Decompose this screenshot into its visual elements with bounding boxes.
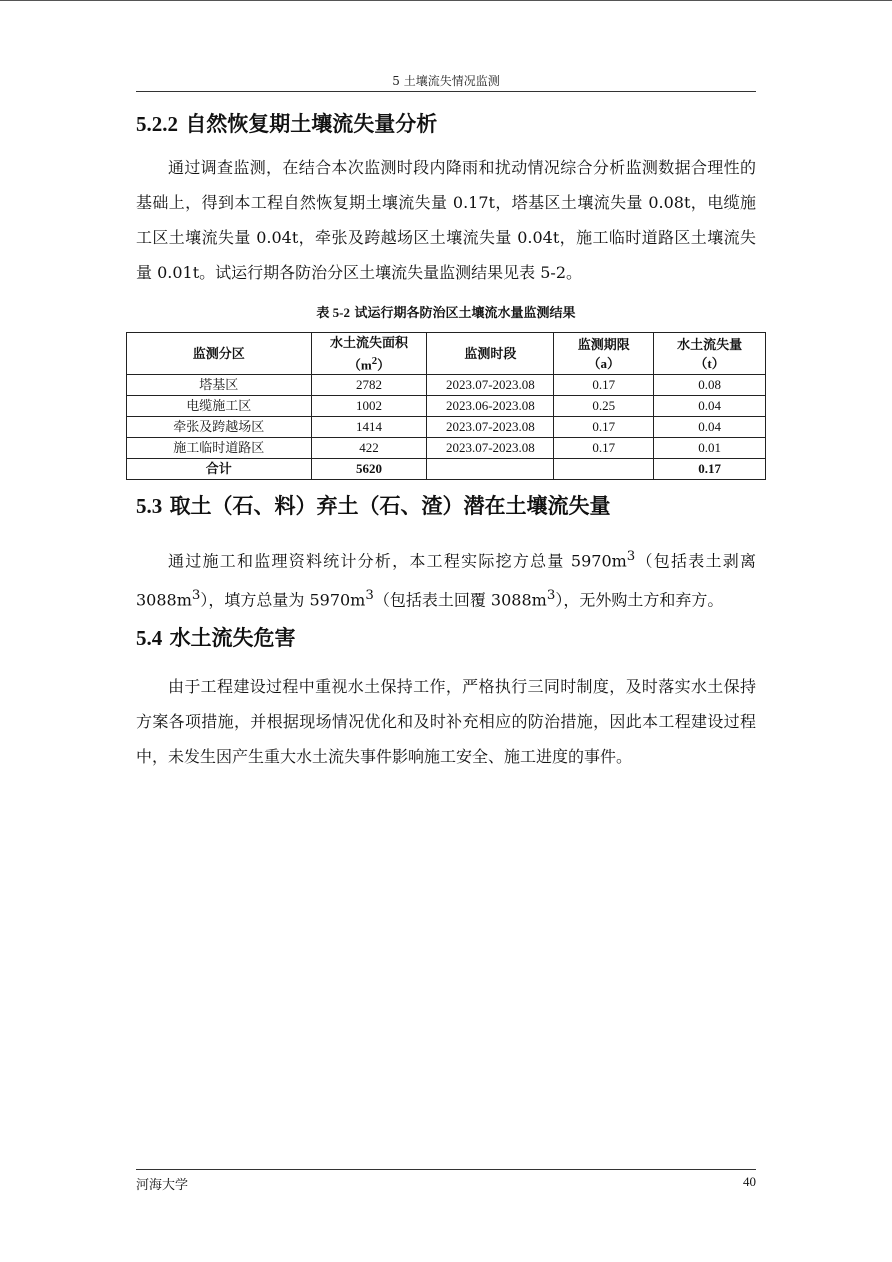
header-duration-label: 监测期限 bbox=[577, 336, 630, 352]
header-duration-unit: （a） bbox=[587, 355, 620, 371]
page-top-border bbox=[0, 0, 892, 1]
header-zone: 监测分区 bbox=[127, 333, 312, 375]
table-caption-number: 表 5-2 bbox=[316, 305, 351, 320]
cell-duration: 0.17 bbox=[554, 375, 654, 396]
section-title: 水土流失危害 bbox=[169, 626, 296, 650]
cell-zone: 塔基区 bbox=[127, 375, 312, 396]
header-period: 监测时段 bbox=[427, 333, 554, 375]
table-caption-text: 试运行期各防治区土壤流水量监测结果 bbox=[354, 306, 576, 321]
cell-area: 2782 bbox=[311, 375, 427, 396]
soil-loss-table bbox=[126, 332, 766, 480]
paragraph-hazard: 由于工程建设过程中重视水土保持工作，严格执行三同时制度，及时落实水土保持方案各项措施，并根据现场情况优化和及时补充相应的防治措施，因此本工程建设过程中，未发生因产生重大水土流失事件影响施工安全、施工进度的事件。 bbox=[136, 677, 756, 766]
header-duration bbox=[554, 333, 654, 375]
cell-period: 2023.07-2023.08 bbox=[427, 417, 554, 438]
section-title: 自然恢复期土壤流失量分析 bbox=[185, 112, 438, 136]
table-row bbox=[127, 417, 766, 438]
running-header: 5 土壤流失情况监测 bbox=[392, 74, 500, 88]
table-total-row bbox=[127, 459, 766, 480]
section-heading-5-2-2 bbox=[136, 108, 437, 138]
cell-loss: 0.04 bbox=[654, 417, 766, 438]
cell-area: 1414 bbox=[311, 417, 427, 438]
header-loss-label: 水土流失量 bbox=[677, 336, 743, 352]
footer-rule bbox=[136, 1169, 756, 1170]
header-area-unit-a: （m bbox=[347, 357, 372, 373]
cell-duration: 0.17 bbox=[554, 438, 654, 459]
cell-loss: 0.08 bbox=[654, 375, 766, 396]
earthwork-text-e: ），无外购土方和弃方。 bbox=[555, 590, 724, 610]
cell-area: 422 bbox=[311, 438, 427, 459]
section-number: 5.3 bbox=[136, 494, 163, 518]
header-loss-unit: （t） bbox=[694, 355, 725, 371]
total-area: 5620 bbox=[311, 459, 427, 480]
header-area-label: 水土流失面积 bbox=[330, 335, 409, 350]
cell-loss: 0.01 bbox=[654, 438, 766, 459]
total-period bbox=[427, 459, 554, 480]
total-label: 合计 bbox=[127, 459, 312, 480]
header-loss bbox=[654, 333, 766, 375]
earthwork-text-d: （包括表土回覆 3088m bbox=[373, 590, 547, 610]
total-duration bbox=[554, 459, 654, 480]
cell-duration: 0.17 bbox=[554, 417, 654, 438]
total-loss: 0.17 bbox=[654, 459, 766, 480]
table-caption bbox=[136, 302, 756, 321]
section-number: 5.4 bbox=[136, 626, 163, 650]
paragraph-natural-recovery: 通过调查监测，在结合本次监测时段内降雨和扰动情况综合分析监测数据合理性的基础上，得到本工程自然恢复期土壤流失量 0.17t，塔基区土壤流失量 0.08t，电缆施工区土壤流失量 0.04t，牵张及跨越场区土壤流失量 0.04t，施工临时道路区土壤流失量 0.01t。试运行期各防治分区土壤流失量监测结果见表 5-2。 bbox=[136, 158, 756, 282]
table-row bbox=[127, 438, 766, 459]
header-area-unit-sup: 2 bbox=[371, 355, 378, 367]
cell-period: 2023.07-2023.08 bbox=[427, 375, 554, 396]
cell-loss: 0.04 bbox=[654, 396, 766, 417]
header-area-unit-b: ） bbox=[377, 357, 391, 373]
cell-zone: 牵张及跨越场区 bbox=[127, 417, 312, 438]
cell-period: 2023.06-2023.08 bbox=[427, 396, 554, 417]
table-row bbox=[127, 375, 766, 396]
table-header-row bbox=[127, 333, 766, 375]
cell-zone: 电缆施工区 bbox=[127, 396, 312, 417]
table-row bbox=[127, 396, 766, 417]
page-number: 40 bbox=[743, 1174, 756, 1189]
header-area bbox=[311, 333, 427, 375]
section-heading-5-3 bbox=[136, 490, 611, 520]
cell-area: 1002 bbox=[311, 396, 427, 417]
section-title: 取土（石、料）弃土（石、渣）潜在土壤流失量 bbox=[169, 494, 611, 518]
header-rule bbox=[136, 91, 756, 92]
earthwork-text-b: （包括表土剥离 3088m bbox=[136, 551, 756, 610]
cell-period: 2023.07-2023.08 bbox=[427, 438, 554, 459]
paragraph-earthwork bbox=[136, 539, 756, 618]
earthwork-sup-4: 3 bbox=[546, 588, 556, 604]
section-heading-5-4 bbox=[136, 622, 296, 652]
earthwork-sup-2: 3 bbox=[191, 588, 201, 604]
footer-institution: 河海大学 bbox=[136, 1178, 189, 1193]
earthwork-sup-3: 3 bbox=[365, 588, 374, 604]
cell-duration: 0.25 bbox=[554, 396, 654, 417]
earthwork-text-c: ），填方总量为 5970m bbox=[200, 590, 366, 610]
earthwork-sup-1: 3 bbox=[626, 549, 636, 564]
section-number: 5.2.2 bbox=[136, 112, 178, 136]
earthwork-text-a: 通过施工和监理资料统计分析，本工程实际挖方总量 5970m bbox=[168, 551, 627, 571]
cell-zone: 施工临时道路区 bbox=[127, 438, 312, 459]
